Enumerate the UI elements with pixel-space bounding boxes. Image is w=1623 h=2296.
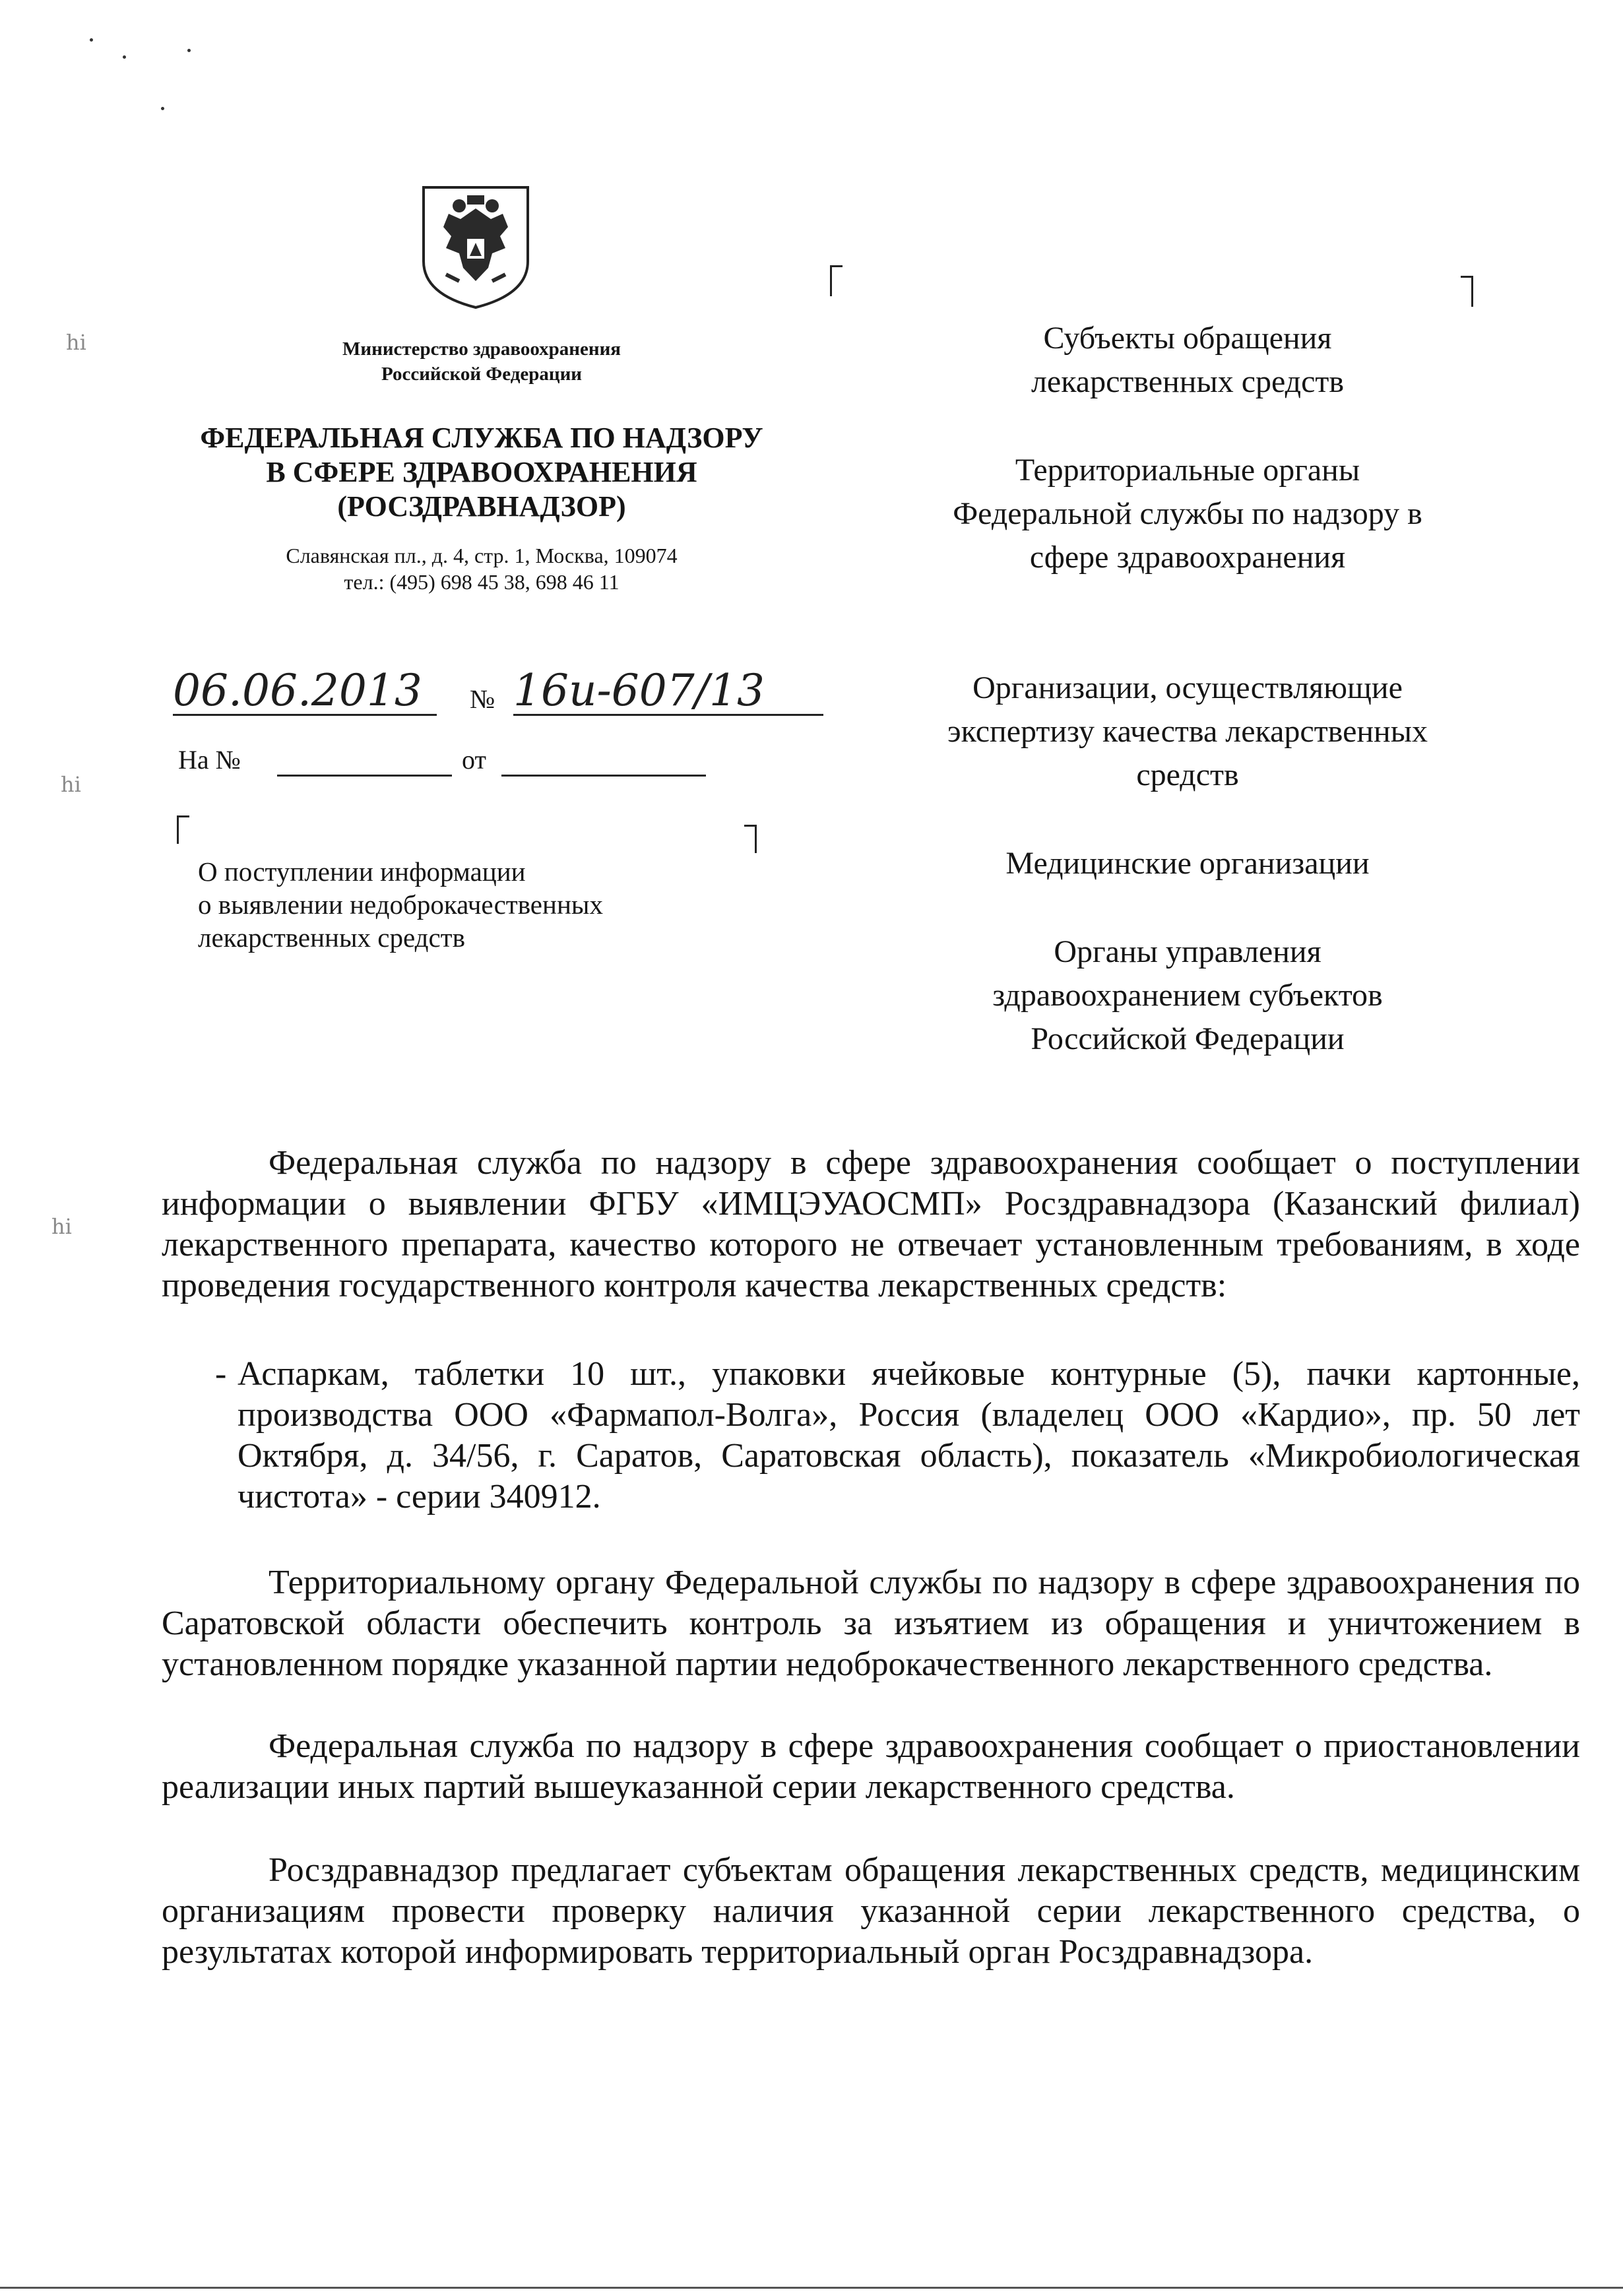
addressee-line: Субъекты обращения [1043,321,1332,356]
addressee-line: лекарственных средств [1031,364,1345,399]
agency-name [119,421,844,524]
agency-address [198,542,765,595]
address-line: Славянская пл., д. 4, стр. 1, Москва, 109074 [286,544,678,567]
reply-reference [178,744,759,784]
addressee-line: Российской Федерации [1031,1021,1345,1056]
body-paragraph: Росздравнадзор предлагает субъектам обращения лекарственных средств, медицинским организациям провести проверку наличия указанной серии лекарственного средства, о результатах которой информировать территориальный орган Росздравнадзора. [162,1851,1580,1971]
scan-speck [90,38,93,42]
addressee-group [851,449,1524,579]
agency-line: (РОСЗДРАВНАДЗОР) [337,490,626,523]
coat-of-arms-emblem [420,182,532,311]
list-dash: - [215,1355,227,1393]
corner-bracket [1461,276,1473,307]
addressee-group [851,842,1524,885]
corner-bracket [744,825,757,853]
reply-number-label: На № [178,745,241,775]
scan-speck [187,49,191,52]
addressee-line: экспертизу качества лекарственных [947,714,1428,749]
ministry-line: Российской Федерации [381,364,582,385]
agency-line: В СФЕРЕ ЗДРАВООХРАНЕНИЯ [266,456,697,488]
body-paragraph: Территориальному органу Федеральной службы по надзору в сфере здравоохранения по Саратовской области обеспечить контроль за изъятием из обращения и уничтожением в установленном порядке указанной партии недоброкачественного лекарственного средства. [162,1564,1580,1683]
subject-line: лекарственных средств [198,922,465,953]
ministry-name [251,336,713,387]
addressee-group [851,317,1524,404]
addressee-line: Территориальные органы [1015,453,1360,488]
subject-line: О поступлении информации [198,856,526,887]
agency-line: ФЕДЕРАЛЬНАЯ СЛУЖБА ПО НАДЗОРУ [200,422,763,454]
margin-mark: hi [66,330,86,355]
addressee-line: Организации, осуществляющие [972,670,1403,705]
reply-from-label: от [462,745,486,775]
margin-mark: hi [51,1214,72,1239]
addressee-group [851,666,1524,797]
address-line: тел.: (495) 698 45 38, 698 46 11 [344,570,620,594]
scan-speck [161,107,164,110]
reply-number-blank [277,775,452,777]
addressee-line: Медицинские организации [1005,846,1370,881]
body-paragraph: Федеральная служба по надзору в сфере здравоохранения сообщает о приостановлении реализации иных партий вышеуказанной серии лекарственного средства. [162,1727,1580,1806]
registration-line [173,665,833,727]
corner-bracket [830,265,843,296]
addressee-line: средств [1136,757,1239,792]
addressee-line: Органы управления [1054,934,1321,969]
addressee-line: Федеральной службы по надзору в [953,496,1422,531]
subject-line: о выявлении недоброкачественных [198,889,603,920]
corner-bracket [177,815,189,844]
body-paragraph: Федеральная служба по надзору в сфере здравоохранения сообщает о поступлении информации о выявлении ФГБУ «ИМЦЭУАОСМП» Росздравнадзора (Казанский филиал) лекарственного препарата, качество которого не отвечает установленным требованиям, в ходе проведения государственного контроля качества лекарственных средств: [162,1144,1580,1304]
addressee-group [851,930,1524,1061]
addressee-line: здравоохранением субъектов [992,978,1383,1013]
letter-subject [198,855,792,954]
margin-mark: hi [61,772,81,797]
reply-date-blank [501,775,706,777]
list-item-text: Аспаркам, таблетки 10 шт., упаковки ячейковые контурные (5), пачки картонные, производства ООО «Фармапол-Волга», Россия (владелец ООО «Кардио», пр. 50 лет Октября, д. 34/56, г. Саратов, Саратовская область), показатель «Микробиологическая чистота» - серии 340912. [238,1355,1580,1515]
document-number: 16и-607/13 [513,668,823,716]
number-sign: № [470,684,495,714]
scan-bottom-edge [0,2287,1623,2289]
list-item [215,1354,1580,1517]
scan-speck [123,55,126,59]
addressee-line: сфере здравоохранения [1029,540,1346,575]
document-date: 06.06.2013 [173,668,437,716]
ministry-line: Министерство здравоохранения [342,338,621,360]
